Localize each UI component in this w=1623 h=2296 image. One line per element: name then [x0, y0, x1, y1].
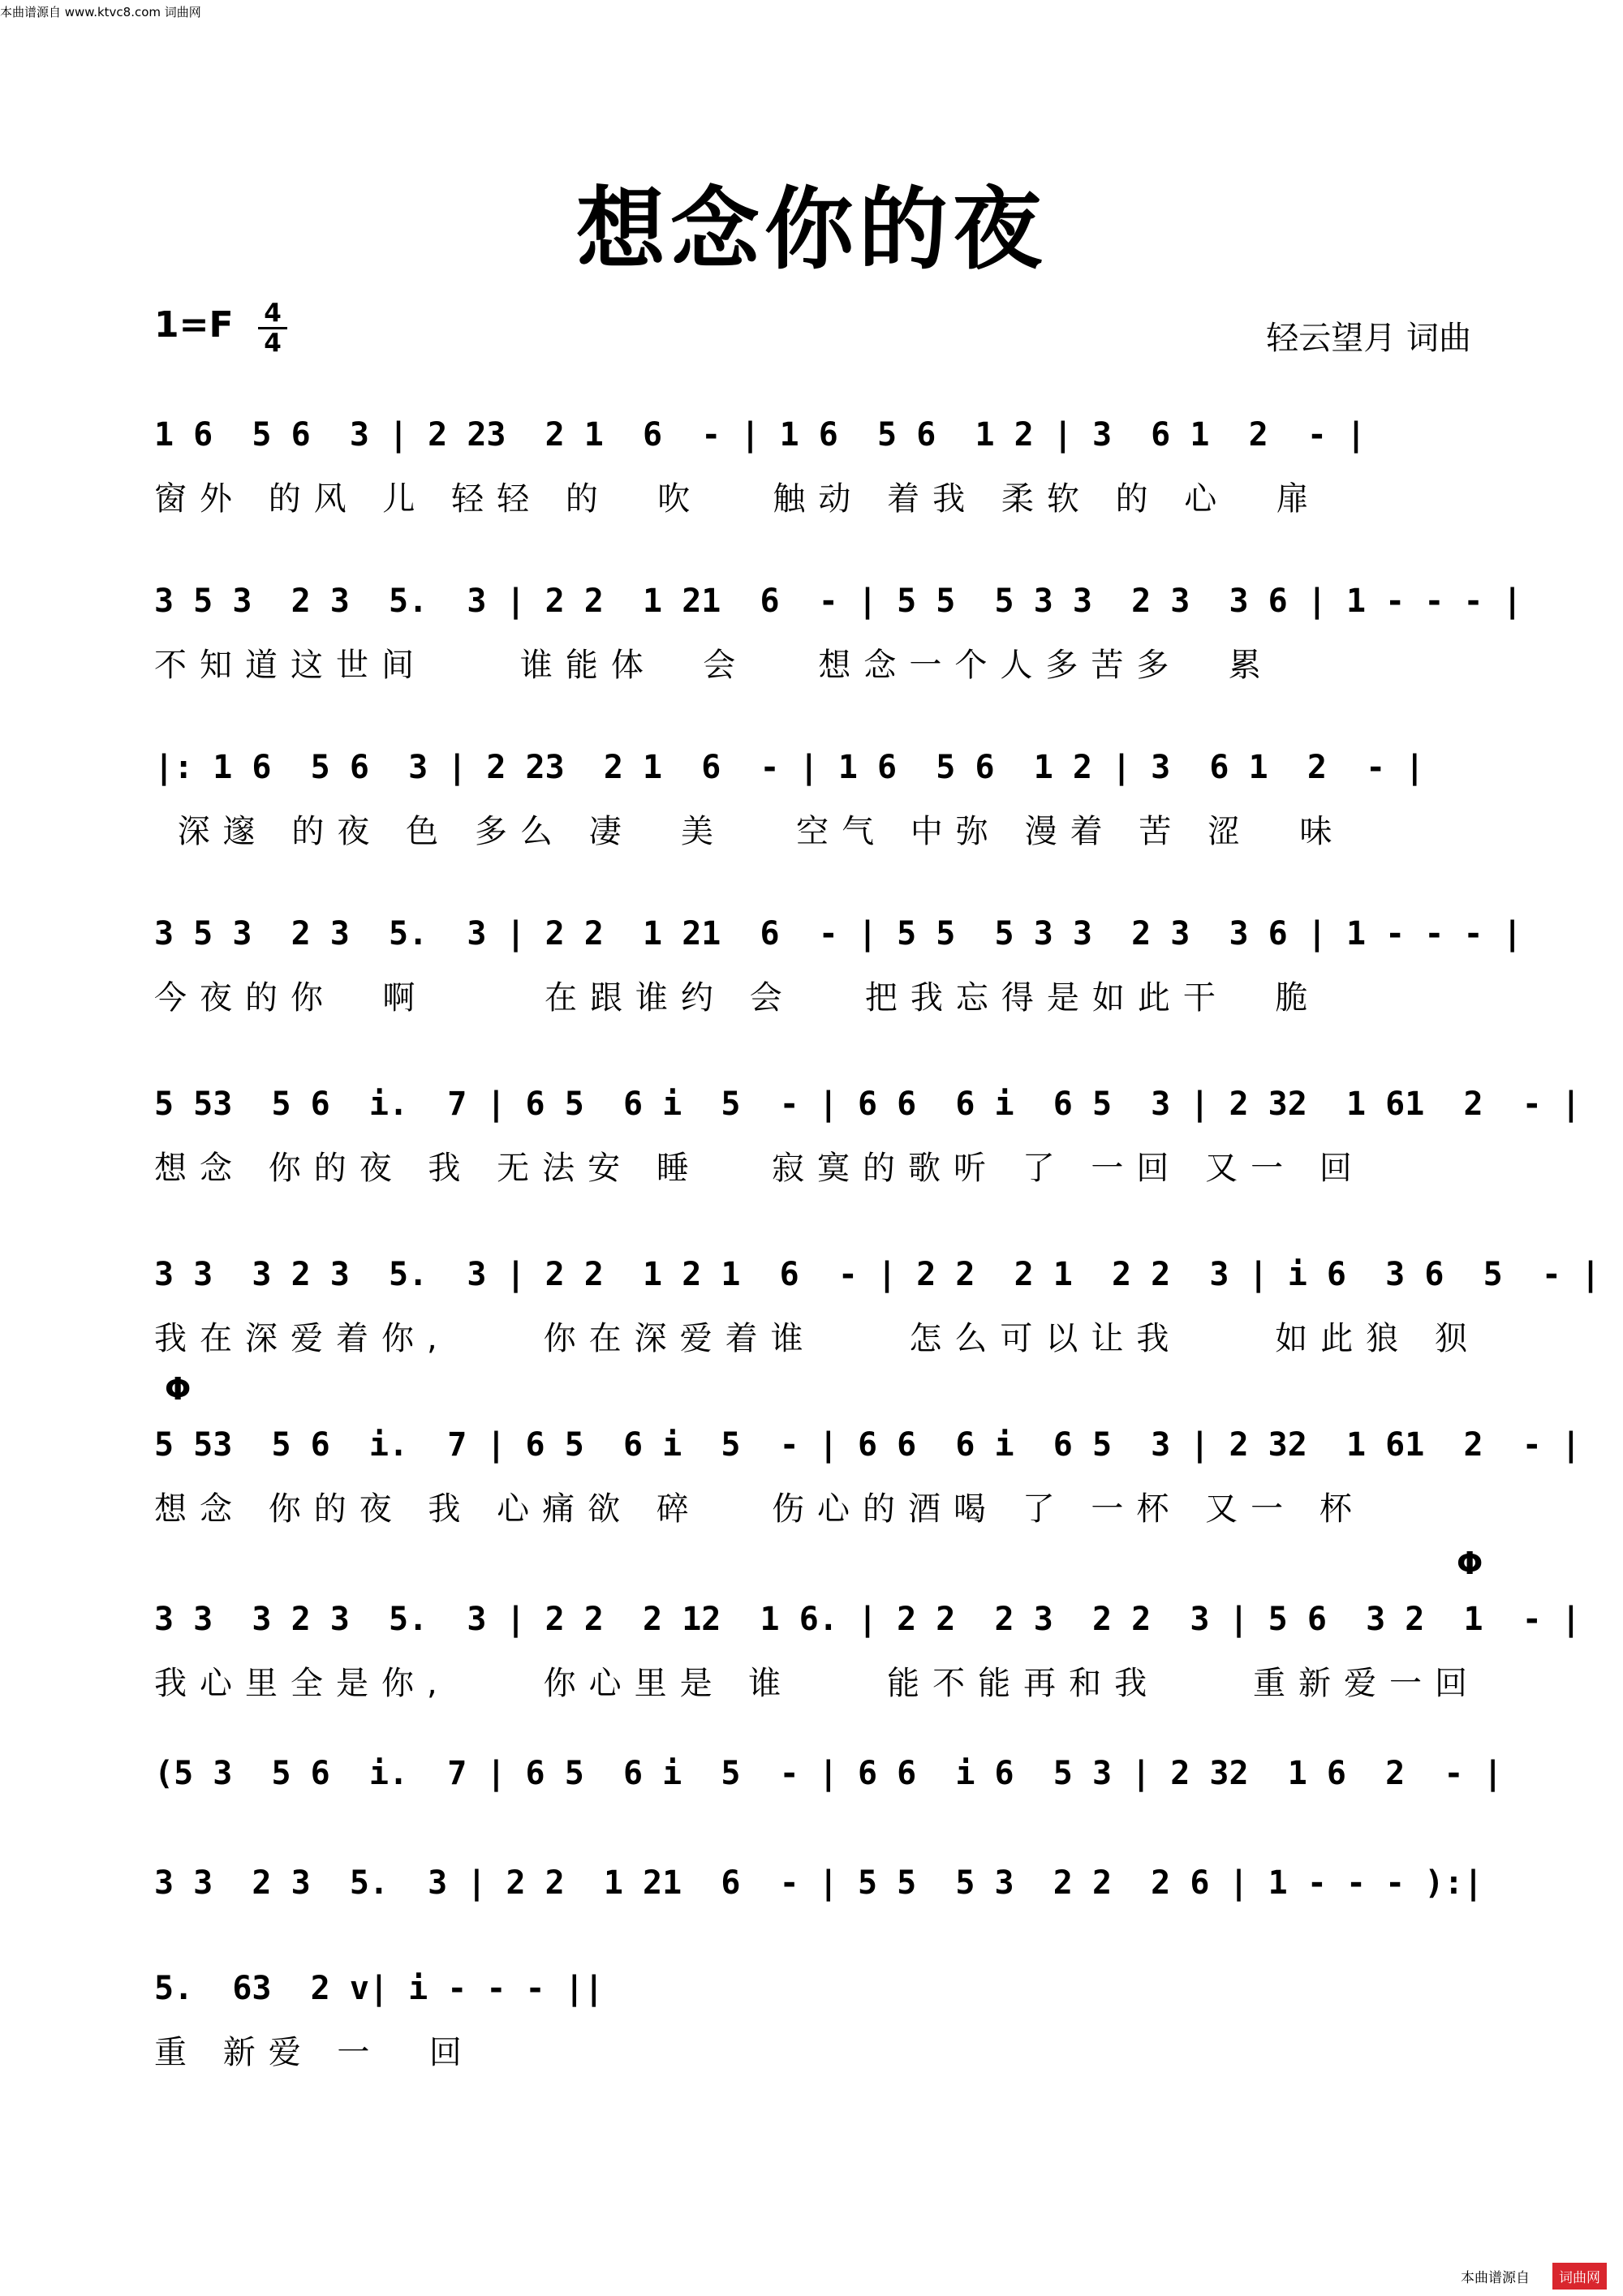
- lyrics: 不知道这世间 谁能体 会 想念一个人多苦多 累: [154, 647, 1274, 684]
- coda-sign: Φ: [165, 1371, 192, 1407]
- score-line-5: [154, 1079, 1581, 1209]
- lyrics: 想念 你的夜 我 心痛欲 碎 伤心的酒喝 了 一杯 又一 杯: [154, 1490, 1365, 1528]
- notation: 5. 63 2 v| i - - - ||: [154, 1970, 604, 2007]
- notation: 5 53 5 6 i. 7 | 6 5 6 i 5 - | 6 6 6 i 6 5 3 | 2 32 1 61 2 - |: [154, 1086, 1581, 1123]
- notation: 1 6 5 6 3 | 2 23 2 1 6 - | 1 6 5 6 1 2 | 3 6 1 2 - |: [154, 416, 1367, 454]
- lyrics: 窗外 的风 儿 轻轻 的 吹 触动 着我 柔软 的 心 扉: [154, 480, 1322, 518]
- notation: 3 3 3 2 3 5. 3 | 2 2 2 12 1 6. | 2 2 2 3 2 2 3 | 5 6 3 2 1 - |: [154, 1601, 1581, 1638]
- time-signature-top: 4: [264, 299, 282, 328]
- lyrics: 我在深爱着你, 你在深爱着谁 怎么可以让我 如此狼 狈: [154, 1320, 1481, 1357]
- lyrics: 重 新爱 一 回: [154, 2034, 475, 2071]
- footer-logo: [1461, 2262, 1607, 2290]
- score-line-7: [154, 1420, 1581, 1550]
- lyrics: 今夜的你 啊 在跟谁约 会 把我忘得是如此干 脆: [154, 979, 1321, 1017]
- coda-sign: Φ: [1457, 1546, 1483, 1581]
- song-title: 想念你的夜: [576, 177, 1047, 282]
- footer-source-text: 本曲谱源自: [1461, 2270, 1530, 2286]
- lyrics: 想念 你的夜 我 无法安 睡 寂寞的歌听 了 一回 又一 回: [154, 1150, 1365, 1187]
- notation: 3 5 3 2 3 5. 3 | 2 2 1 21 6 - | 5 5 5 3 3 2 3 3 6 | 1 - - - |: [154, 583, 1522, 620]
- song-author: 轻云望月 词曲: [1266, 320, 1471, 357]
- time-signature: [258, 300, 287, 356]
- score-line-4: [154, 909, 1522, 1038]
- score-line-3: [154, 742, 1477, 872]
- lyrics: 我心里全是你, 你心里是 谁 能不能再和我 重新爱一回: [154, 1665, 1481, 1702]
- key-signature: 1=F: [154, 304, 234, 346]
- score-line-1: [154, 410, 1477, 540]
- lyrics: 深邃 的夜 色 多么 凄 美 空气 中弥 漫着 苦 涩 味: [154, 813, 1345, 850]
- score-line-8: [154, 1594, 1581, 1724]
- score-line-2: [154, 576, 1522, 706]
- site-header-text: 本曲谱源自 www.ktvc8.com 词曲网: [0, 5, 201, 19]
- notation: 3 3 2 3 5. 3 | 2 2 1 21 6 - | 5 5 5 3 2 2 2 6 | 1 - - - ):|: [154, 1864, 1483, 1902]
- notation: 3 3 3 2 3 5. 3 | 2 2 1 2 1 6 - | 2 2 2 1 2 2 3 | i 6 3 6 5 - |: [154, 1256, 1601, 1293]
- score-line-11: [154, 1963, 1477, 2093]
- notation: 3 5 3 2 3 5. 3 | 2 2 1 21 6 - | 5 5 5 3 3 2 3 3 6 | 1 - - - |: [154, 915, 1522, 952]
- notation: (5 3 5 6 i. 7 | 6 5 6 i 5 - | 6 6 i 6 5 3 | 2 32 1 6 2 - |: [154, 1755, 1503, 1792]
- notation: 5 53 5 6 i. 7 | 6 5 6 i 5 - | 6 6 6 i 6 5 3 | 2 32 1 61 2 - |: [154, 1426, 1581, 1464]
- notation: |: 1 6 5 6 3 | 2 23 2 1 6 - | 1 6 5 6 1 2 | 3 6 1 2 - |: [154, 749, 1425, 786]
- footer-brand: 词曲网: [1552, 2263, 1607, 2290]
- score-line-6: [154, 1249, 1601, 1379]
- time-signature-bottom: 4: [264, 329, 282, 358]
